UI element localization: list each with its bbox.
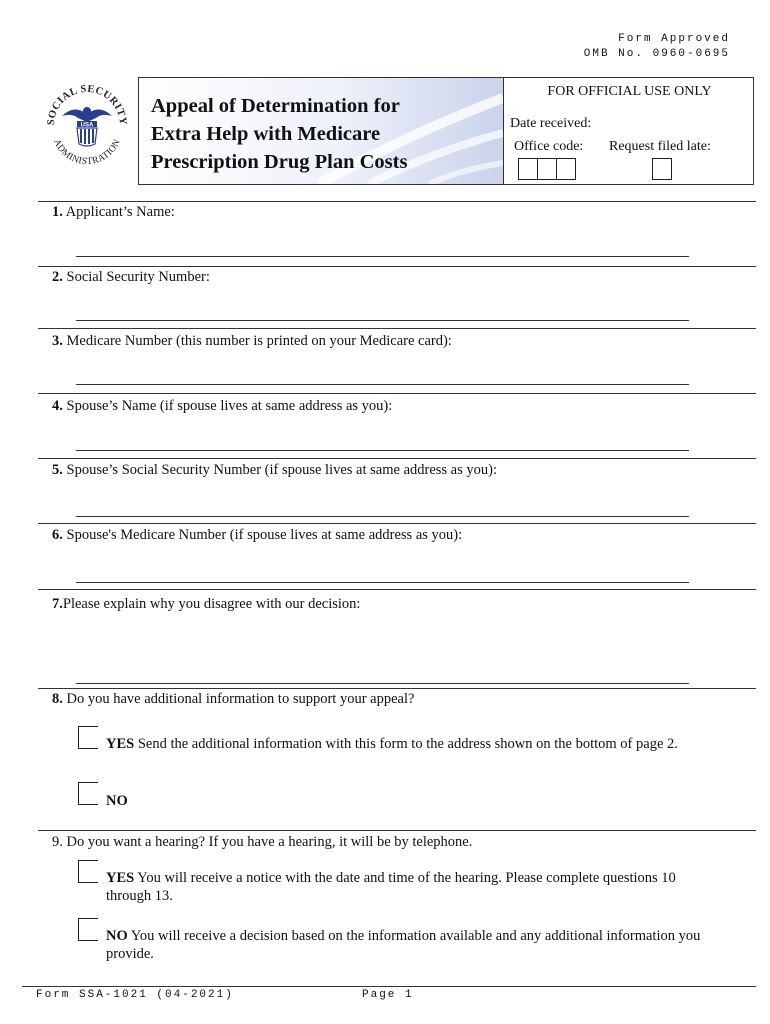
question-label: Applicant’s Name: — [65, 204, 175, 220]
disagree-explanation-field[interactable] — [76, 683, 689, 684]
footer-divider — [22, 986, 756, 987]
seal-bottom-text: ADMINISTRATION — [51, 137, 123, 168]
question-2 — [52, 268, 210, 286]
official-use-section — [503, 78, 754, 184]
question-number: 8. — [52, 691, 63, 707]
question-4 — [52, 397, 392, 415]
question-number: 2. — [52, 269, 63, 285]
question-8 — [52, 690, 414, 708]
spouse-ssn-field[interactable] — [76, 516, 689, 517]
date-received-label: Date received: — [510, 116, 592, 131]
q9-no-option — [106, 927, 706, 963]
title-line-2: Extra Help with Medicare — [151, 123, 381, 145]
q8-no-checkbox[interactable] — [78, 782, 98, 805]
q9-yes-option — [106, 869, 706, 905]
page-number: Page 1 — [362, 989, 414, 1001]
applicant-name-field[interactable] — [76, 256, 689, 257]
question-number: 5. — [52, 462, 63, 478]
divider — [38, 830, 756, 831]
office-code-box[interactable] — [556, 158, 576, 180]
title-line-3: Prescription Drug Plan Costs — [151, 151, 408, 173]
request-late-label: Request filed late: — [609, 139, 711, 154]
option-text: Send the additional information with this form to the address shown on the bottom of page 2. — [134, 736, 678, 752]
question-number: 3. — [52, 333, 63, 349]
divider — [38, 589, 756, 590]
option-text: You will receive a notice with the date and time of the hearing. Please complete questions 10 through 13. — [106, 870, 676, 904]
option-text: You will receive a decision based on the information available and any additional information you provide. — [106, 928, 701, 962]
seal-top-text: SOCIAL SECURITY — [45, 83, 129, 126]
divider — [38, 328, 756, 329]
form-id: Form SSA-1021 (04-2021) — [36, 989, 234, 1001]
question-label: Spouse’s Name (if spouse lives at same address as you): — [66, 398, 393, 414]
q8-yes-option — [106, 735, 706, 753]
official-use-heading: FOR OFFICIAL USE ONLY — [547, 84, 712, 99]
divider — [38, 688, 756, 689]
option-label: NO — [106, 928, 128, 944]
question-label: Please explain why you disagree with our decision: — [62, 596, 361, 612]
divider — [38, 458, 756, 459]
omb-number: OMB No. 0960-0695 — [583, 48, 730, 60]
question-number: 4. — [52, 398, 63, 414]
ssn-field[interactable] — [76, 320, 689, 321]
page-title — [151, 92, 407, 176]
office-code-boxes — [518, 158, 575, 180]
office-code-box[interactable] — [518, 158, 538, 180]
spouse-name-field[interactable] — [76, 450, 689, 451]
question-9 — [52, 833, 472, 851]
question-label: Medicare Number (this number is printed on your Medicare card): — [66, 333, 452, 349]
form-approved-label: Form Approved — [618, 33, 730, 45]
form-approved — [584, 32, 730, 62]
request-late-checkbox[interactable] — [652, 158, 672, 180]
divider — [38, 393, 756, 394]
divider — [38, 201, 756, 202]
office-code-box[interactable] — [537, 158, 557, 180]
question-label: Spouse's Medicare Number (if spouse lives at same address as you): — [66, 527, 463, 543]
question-number: 7. — [52, 596, 63, 612]
office-code-label: Office code: — [514, 139, 584, 154]
question-label: Spouse’s Social Security Number (if spouse lives at same address as you): — [66, 462, 497, 478]
question-label: Do you have additional information to support your appeal? — [66, 691, 415, 707]
q9-yes-checkbox[interactable] — [78, 860, 98, 883]
title-line-1: Appeal of Determination for — [151, 95, 400, 117]
spouse-medicare-field[interactable] — [76, 582, 689, 583]
question-7 — [52, 595, 360, 613]
q9-no-checkbox[interactable] — [78, 918, 98, 941]
question-label: Social Security Number: — [66, 269, 210, 285]
seal-usa-text: USA — [80, 122, 94, 129]
medicare-number-field[interactable] — [76, 384, 689, 385]
question-6 — [52, 526, 462, 544]
option-label: NO — [106, 793, 128, 809]
question-number: 1. — [52, 204, 63, 220]
q8-no-option — [106, 792, 706, 810]
option-label: YES — [106, 870, 135, 886]
divider — [38, 266, 756, 267]
q8-yes-checkbox[interactable] — [78, 726, 98, 749]
question-label: 9. Do you want a hearing? If you have a hearing, it will be by telephone. — [52, 834, 473, 850]
ssa-seal-logo — [44, 82, 130, 168]
title-box — [138, 77, 754, 185]
option-label: YES — [106, 736, 135, 752]
question-3 — [52, 332, 452, 350]
question-number: 6. — [52, 527, 63, 543]
question-1 — [52, 203, 175, 221]
question-5 — [52, 461, 497, 479]
divider — [38, 523, 756, 524]
